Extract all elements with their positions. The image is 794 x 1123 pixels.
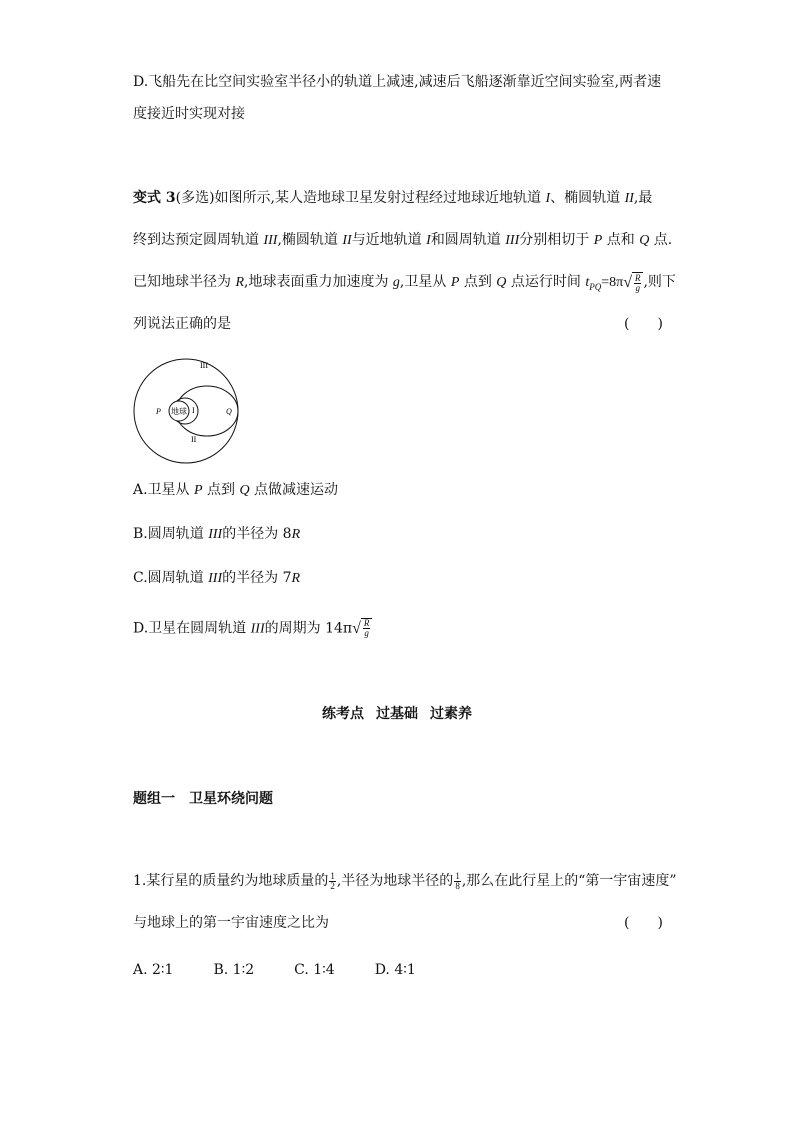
q1-options — [133, 960, 456, 980]
q1-line1 — [133, 871, 677, 891]
variant3-text: 、椭圆轨道 — [550, 190, 625, 206]
option-text: 点到 — [202, 482, 240, 498]
fraction-denominator: 8 — [455, 880, 460, 891]
point-q-ref: Q — [639, 233, 650, 248]
fraction-numerator: R — [363, 618, 370, 629]
fraction-one-eighth — [454, 872, 461, 891]
orbit-2-ref: II — [624, 191, 634, 206]
orbit-1-ref: I — [426, 233, 431, 248]
variant3-text: 已知地球半径为 — [133, 274, 236, 290]
var-r: R — [235, 275, 245, 290]
label-orbit-2: II — [191, 435, 197, 444]
point-q-ref: Q — [496, 275, 507, 290]
fraction — [363, 619, 371, 638]
section-heading-part: 过素养 — [430, 706, 472, 722]
time-formula — [585, 272, 643, 293]
point-p-ref: P — [593, 233, 603, 248]
orbit-2-ref: II — [342, 233, 352, 248]
variant3-text: 和圆周轨道 — [430, 232, 506, 248]
variant3-text: 点运行时间 — [506, 274, 586, 290]
orbit-1-ref: I — [545, 191, 551, 206]
variant3-text: 终到达预定圆周轨道 — [133, 232, 264, 248]
radicand — [632, 272, 644, 293]
fraction-numerator: 1 — [455, 870, 460, 881]
fraction — [634, 274, 642, 293]
section-heading-part: 练考点 — [322, 706, 364, 722]
variant3-line2 — [133, 230, 672, 251]
variant3-text: ,卫星从 — [399, 274, 451, 290]
variant3-text: 点和 — [602, 232, 640, 248]
q1-option-a: A. 2∶1 — [133, 962, 174, 978]
variant3-text: ,椭圆轨道 — [277, 232, 343, 248]
var-r: R — [291, 571, 301, 586]
variant3-text: ,则下 — [643, 274, 676, 290]
t-subscript: PQ — [589, 281, 602, 292]
section-heading-part: 过基础 — [376, 706, 418, 722]
radical-sign: √ — [623, 273, 632, 291]
option-text: C.圆周轨道 — [133, 570, 209, 586]
variant3-line4: 列说法正确的是 — [133, 316, 231, 332]
orbit-3-ref: III — [208, 527, 223, 542]
variant3-line1 — [133, 188, 652, 209]
orbit-3-ref: III — [505, 233, 520, 248]
q1-answer-paren: ( ) — [624, 915, 663, 931]
orbit-diagram — [128, 355, 258, 465]
fraction-denominator: 2 — [330, 880, 335, 891]
earth-label: 地球 — [171, 407, 187, 416]
orbit-3-ref: III — [250, 621, 265, 637]
section-heading — [0, 703, 794, 723]
q1-text: ,那么在此行星上的“第一宇宙速度” — [461, 873, 677, 889]
q1-option-d: D. 4∶1 — [374, 962, 416, 978]
point-q-ref: Q — [239, 483, 250, 498]
var-r: R — [291, 527, 301, 542]
variant3-option-b — [133, 524, 300, 545]
variant3-answer-paren: ( ) — [624, 316, 663, 332]
variant3-option-a — [133, 480, 338, 501]
label-q: Q — [226, 407, 232, 416]
option-text: A.卫星从 — [133, 482, 195, 498]
variant3-text: 与近地轨道 — [351, 232, 427, 248]
option-text: D.卫星在圆周轨道 — [133, 620, 251, 637]
q1-line2: 与地球上的第一宇宙速度之比为 — [133, 915, 329, 931]
variant3-text: ,最 — [633, 190, 653, 206]
variant3-line3 — [133, 272, 676, 297]
fraction-numerator: 1 — [330, 870, 335, 881]
variant3-text: 分别相切于 — [519, 232, 594, 248]
fraction-denominator: g — [364, 628, 369, 639]
point-p-ref: P — [450, 275, 460, 290]
variant3-text: ,地球表面重力加速度为 — [244, 274, 393, 290]
option-text: 的周期为 14π — [264, 620, 353, 637]
option-text: 的半径为 8 — [222, 526, 292, 542]
option-text: 点做减速运动 — [249, 482, 339, 498]
q1-option-c: C. 1∶4 — [294, 962, 335, 978]
orbit-3-ref: III — [208, 571, 223, 586]
point-p-ref: P — [194, 483, 203, 498]
t-symbol: t — [585, 275, 590, 290]
var-g: g — [392, 275, 400, 290]
prev-option-d-line2: 度接近时实现对接 — [133, 106, 245, 122]
radicand — [361, 618, 373, 639]
variant3-text: 点到 — [459, 274, 497, 290]
variant3-intro: (多选)如图所示,某人造地球卫星发射过程经过地球近地轨道 — [175, 190, 546, 206]
q1-text: 1.某行星的质量约为地球质量的 — [133, 873, 329, 889]
group1-title: 题组一 卫星环绕问题 — [133, 791, 273, 807]
label-orbit-3: III — [200, 361, 208, 370]
prev-option-d-line1: D.飞船先在比空间实验室半径小的轨道上减速,减速后飞船逐渐靠近空间实验室,两者速 — [133, 74, 662, 90]
fraction-denominator: g — [635, 282, 640, 293]
t-equals: =8π — [601, 275, 624, 290]
q1-text: ,半径为地球半径的 — [336, 873, 454, 889]
option-text: 的半径为 7 — [222, 570, 292, 586]
fraction-one-half — [329, 872, 336, 891]
q1-option-b: B. 1∶2 — [213, 962, 255, 978]
label-orbit-1: I — [192, 406, 195, 415]
label-p: P — [156, 407, 161, 416]
radical-sign: √ — [352, 619, 361, 637]
variant3-option-c — [133, 568, 300, 589]
variant3-text: 点. — [649, 232, 673, 248]
sqrt-r-over-g — [352, 618, 372, 639]
option-text: B.圆周轨道 — [133, 526, 209, 542]
variant3-label: 变式 3 — [133, 190, 176, 206]
orbit-3-ref: III — [263, 233, 278, 248]
variant3-option-d — [133, 618, 372, 640]
sqrt-r-over-g — [623, 272, 643, 293]
fraction-numerator: R — [634, 272, 641, 283]
